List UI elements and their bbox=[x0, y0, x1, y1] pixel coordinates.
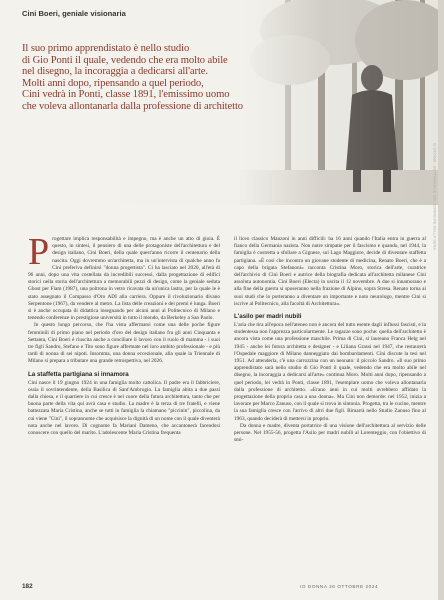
pull-quote-line: nel disegno, la incoraggia a dedicarsi all'arte. bbox=[22, 66, 208, 78]
pull-quote-line: Cini vedrà in Ponti, classe 1891, l'emissimo uomo bbox=[22, 89, 230, 101]
pull-quote-line: Molti anni dopo, ripensando a quel periodo, bbox=[22, 77, 204, 89]
pull-quote-line: di Gio Ponti il quale, vedendo che era molto abile bbox=[22, 54, 228, 66]
pull-quote-line: che voleva allontanarla dalla professione di architetto bbox=[22, 100, 243, 112]
article-column-left bbox=[28, 231, 221, 437]
section-title: Cini Boeri, geniale visionaria bbox=[22, 9, 126, 18]
pull-quote bbox=[22, 43, 292, 113]
article-paragraph: In questo lungo percorso, che l'ha vista affermarsi come una delle poche figure femminili di primo piano nel periodo d'oro del design italiano fra gli anni Cinquanta e Settanta, Cini Boeri è riuscita anche a conciliare il lavoro con il ruolo di mamma - i suoi tre figli Sandro, Stefano e Tito sono figure affermate nel loro ambito professionale - e più tardi di nonna di sei nipoti. Insomma, una donna eccezionale, alla quale la Triennale di Milano si prepara a tributare una grande retrospettiva, nel 2026. bbox=[28, 322, 220, 365]
article-paragraph: Cini nasce il 19 giugno 1924 in una famiglia molto cattolica. Il padre era il fabbriciere, ossia il sovrintendente, della Basilica di Sant'Ambrogio. La famiglia abita a due passi dalla chiesa, e il quartiere in cui cresce è nel cuore della futura architettura, tanto che per buona parte della vita qui avrà casa e studio. La madre è la terza di tre fratelli, e viene battezzata Maria Cristina, anche se tutti in famiglia la chiamano "piccinin", piccolina, da cui viene "Cini", il soprannome che acquisisce la dignità di un nome con il quale diventerà nota anche nel lavoro. Di cognome fa Mariani Dameno, che accantonerà facendosi conoscere con quello del marito. L'adolescente Maria Cristina frequenta bbox=[28, 379, 221, 437]
page-number: 182 bbox=[22, 583, 33, 590]
article-subheading: La staffetta partigiana si innamora bbox=[28, 370, 129, 378]
article-paragraph: L'aria che tira all'epoca nell'ateneo non è ancora del tutto esente dagli influssi fascisti, e la studentessa non l'apprezza particolarmente. Le ragazze sono poche: quella dell'architetto è ancora vista come una professione maschile. Prima di Cini, si laureano Franca Helg nel 1945 - anche lei futura architetta e designer - e Liliana Grassi nel 1947, che restaurerà l'Ospedale maggiore di Milano danneggiato dai bombardamenti. Cini discute la tesi nel 1951. Ad attenderla, c'è una carrozzina con un neonato: il piccolo Sandro. «Il suo primo apprendistato sarà nello studio di Gio Ponti il quale, vedendo che era molto abile nel disegno, la incoraggia a dedicarsi all'arte» continua Moro. Molti anni dopo, ripensando a quel periodo, lei vedrà in Ponti, classe 1891, l'esemplare uomo che voleva allontanarla dalla professione di architetto. «Erano anni in cui molti avrebbero affidato la progettazione della propria casa a una donna». Ma Cini non demorde: nel 1952, inizia a lavorare per Marco Zanuso, con il quale si trova in sintonia. Progetta, tra le cucine, mentre la sua famiglia cresce con l'arrivo di altri due figli. Rimarrà nello Studio Zanuso fino al 1963, quando deciderà di mettersi in proprio. bbox=[234, 322, 426, 422]
spine-text: IO DONNA · SETTIMANALE DEL CORRIERE DELLA SERA bbox=[432, 142, 437, 250]
article-paragraph: rogettare implica responsabilità e impegno, ma è anche un atto di gioia. È questo, in sintesi, il pensiero di una delle protagoniste dell'architettura e del design italiano, Cini Boeri, della quale quest'anno ricorre il centenario della nascita. Oggi dovremmo un'architetta, ma in un'intervista di qualche anno fa Cini preferiva definirsi "donna progettista". Ci ha lasciato nel 2020, all'età di 96 anni, dopo una vita costellata da incredibili successi, dalla progettazione di edifici storici nella storia dell'architettura a memorabili pezzi di design, come la geniale seduta Ghost per Fiam (1987), una poltrona in vetro ricavata da un'unica lastra, per la quale le è stato assegnato il Compasso d'Oro ADI alla carriera. Oppure il rivoluzionario divano Serpentone (1967), da vendere al metro. La lista delle creazioni e dei premi è lunga. Boeri si è anche occupata di didattica insegnando per alcuni anni al Politecnico di Milano e tenendo conferenze in prestigiose università in tutto il mondo, da Berkeley a San Paolo. bbox=[28, 236, 220, 322]
article-paragraph: Da donna e madre, diventa portatrice di una visione dell'architettura al servizio delle persone. Nel 1955-56, progetta l'Asilo per madri nubili al Lorenteggio, con l'obiettivo di smi- bbox=[234, 422, 426, 444]
pull-quote-line: Il suo primo apprendistato è nello studio bbox=[22, 43, 190, 54]
issue-info: IO DONNA 26 OTTOBRE 2024 bbox=[300, 584, 379, 589]
article-column-right bbox=[234, 236, 426, 444]
drop-cap: P bbox=[28, 231, 50, 273]
article-paragraph: il liceo classico Manzoni in anni difficili: ha 16 anni quando l'Italia entra in guerra al fianco della Germania nazista. Non nutre simpatie per il fascismo e quando, nel 1944, la famiglia è costretta a sfollare a Gignese, sul Lago Maggiore, decide di diventare staffetta partigiana. «È così che incontra un giovane studente di medicina, Renato Boeri, che è a capo della brigata Stefanoni» racconta Cristina Moro, storica dell'arte, curatrice dell'archivio di Cini Boeri e autrice della biografia dedicata all'architetta milanese Cini assoluta autonomia. Cini Boeri (Electa) in uscita il 12 novembre. A due si innamorano e alla fine della guerra si sposeranno nella frazione di Alpino, sopra Stresa. Renato torna ai suoi studi che lo porteranno a diventare un importante e noto neurologo, mentre Cini si iscrive al Politecnico, alla facoltà di Architettura». bbox=[234, 236, 426, 307]
page-spine bbox=[438, 0, 444, 600]
article-subheading: L'asilo per madri nubili bbox=[234, 313, 302, 321]
